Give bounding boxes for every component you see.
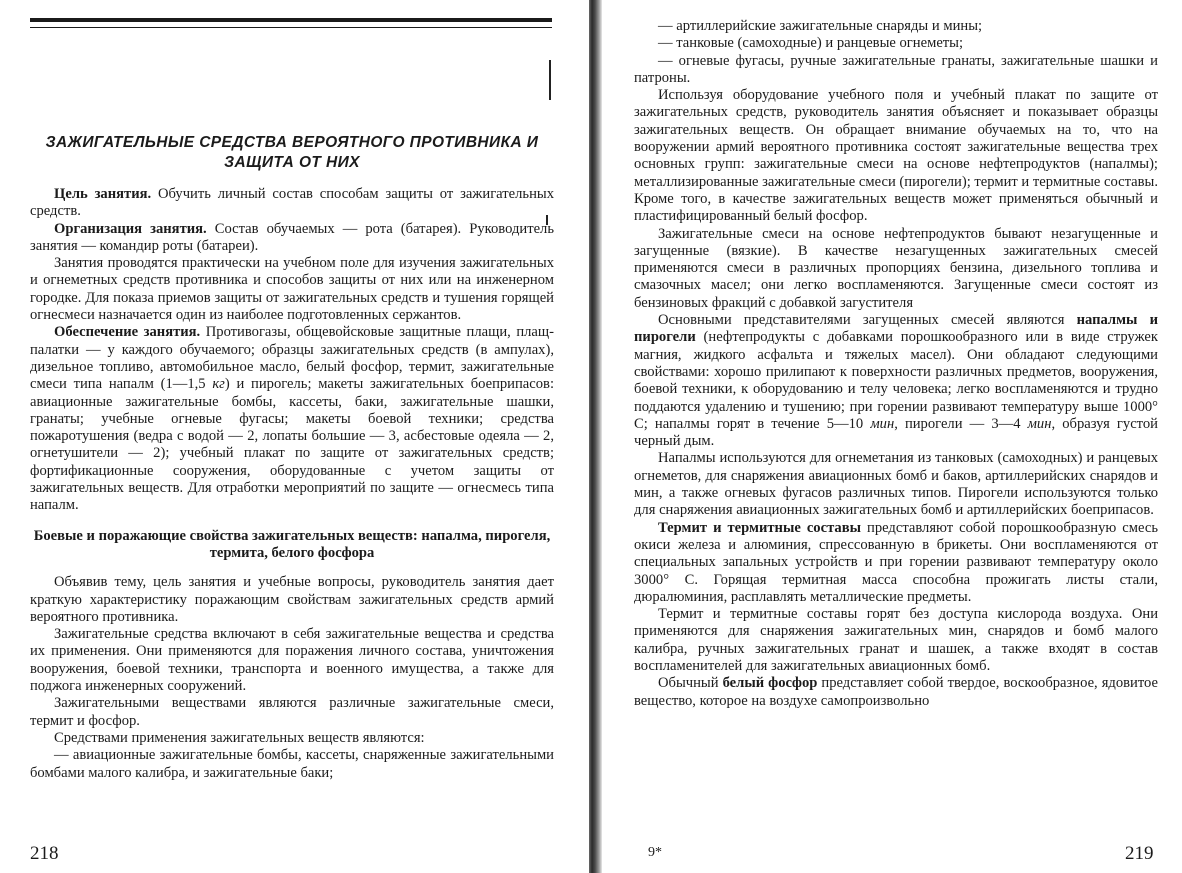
- using-paragraph: Используя оборудование учебного поля и учебный плакат по защите от зажигательных средств, руководитель занятия объясняет и показывает образцы зажигательных веществ. Он обращает внимание обучаемых на то, что на вооружении армий вероятного противника состоят зажигательные вещества трех основных групп: зажигательные смеси на основе нефтепродуктов (напалмы); металлизированные зажигательные смеси (пирогели); термит и термитные составы. Кроме того, в качестве зажигательных веществ может применяться обычный и пластифицированный белый фосфор.: [634, 87, 1158, 225]
- chapter-title: ЗАЖИГАТЕЛЬНЫЕ СРЕДСТВА ВЕРОЯТНОГО ПРОТИВНИКА И ЗАЩИТА ОТ НИХ: [45, 134, 539, 171]
- aviation-item: — авиационные зажигательные бомбы, кассеты, снаряженные зажигательными бомбами малого калибра, и зажигательные баки;: [30, 747, 554, 781]
- unit-min: мин: [1027, 415, 1052, 432]
- supply-text-continued: ) и пирогель; макеты зажигательных боеприпасов: авиационные зажигательные бомбы, кассеты, баки, зажигательные шашки, гранаты; учебные огневые фугасы; макеты боевой техники; средства пожаротушения (ведра с водой — 2, лопаты большие — 3, асбестовые одеяла — 2, огнетушители — 2); учебный плакат по защите от зажигательных средств; фортификационные сооружения, оборудованные с учетом защиты от зажигательных веществ. Для отработки мероприятий по защите — огнесмесь типа напалм.: [30, 376, 554, 514]
- napalm-text: Основными представителями загущенных смесей являются: [658, 312, 1077, 329]
- conduct-paragraph: Занятия проводятся практически на учебном поле для изучения зажигательных и огнеметных средств противника и способов защиты от них или на инженерном городке. Для показа приемов защиты от зажигательных средств и тушения горящей огнесмеси назначается один из наиболее подготовленных сержантов.: [30, 255, 554, 324]
- fougasse-item: — огневые фугасы, ручные зажигательные гранаты, зажигательные шашки и патроны.: [634, 52, 1158, 86]
- napalm-text-end: , образуя густой черный дым.: [634, 415, 1158, 450]
- thermite-bold: Термит и термитные составы: [658, 519, 862, 536]
- thermite-text: представляют собой порошкообразную смесь окиси железа и алюминия, спрессованную в брикеты. Они воспламеняются от специальных запальных устройств и при горении развивают температуру около 3000° С. Горящая термитная масса способна прожигать листы стали, дюралюминия, расплавлять металлические предметы.: [634, 519, 1158, 605]
- organization-paragraph: [30, 221, 554, 256]
- announce-paragraph: Объявив тему, цель занятия и учебные вопросы, руководитель занятия дает краткую характеристику поражающим свойствам зажигательных средств армий вероятного противника.: [30, 574, 554, 625]
- unit-min: мин: [870, 415, 895, 432]
- organization-text: Состав обучаемых — рота (батарея). Руководитель занятия — командир роты (батареи).: [30, 220, 554, 254]
- supply-paragraph: [30, 324, 554, 514]
- section-heading: Боевые и поражающие свойства зажигательных веществ: напалма, пирогеля, термита, белого фосфора: [33, 527, 551, 561]
- phosphorus-paragraph: [634, 675, 1158, 710]
- supply-label: Обеспечение занятия.: [54, 324, 201, 341]
- phosphorus-text: Обычный: [658, 675, 723, 692]
- left-page: [0, 0, 589, 873]
- include-paragraph: Зажигательные средства включают в себя зажигательные вещества и средства их применения. Они применяются для поражения личного состава, уничтожения вооружения, боевой техники, транспорта и военного имущества, а также для поджога инженерных сооружений.: [30, 626, 554, 695]
- unit-kg: кг: [212, 376, 225, 393]
- right-page: [602, 0, 1182, 873]
- organization-label: Организация занятия.: [54, 220, 207, 237]
- right-text-column: [634, 18, 1158, 710]
- substances-paragraph: Зажигательными веществами являются различные зажигательные смеси, термит и фосфор.: [30, 695, 554, 729]
- signature-mark: 9*: [648, 845, 662, 860]
- page-number-right: 219: [1125, 843, 1154, 864]
- phosphorus-text-continued: представляет собой твердое, воскообразное, ядовитое вещество, которое на воздухе самопроизвольно: [634, 675, 1158, 709]
- thermite-burn-paragraph: Термит и термитные составы горят без доступа кислорода воздуха. Они применяются для снаряжения зажигательных мин, снарядов и бомб малого калибра, ручных зажигательных гранат и шашек, а также входят в состав воспламенителей для зажигательных авиационных бомб.: [634, 606, 1158, 674]
- page-number-left: 218: [30, 843, 59, 864]
- phosphorus-bold: белый фосфор: [722, 675, 818, 692]
- left-text-column: [30, 133, 554, 782]
- napalm-use-paragraph: Напалмы используются для огнеметания из танковых (самоходных) и ранцевых огнеметов, для снаряжения авиационных бомб и баков, артиллерийских снарядов и мин, а также огневых фугасов различных типов. Пирогели используются только для снаряжения авиационных зажигательных бомб и артиллерийских боеприпасов.: [634, 450, 1158, 519]
- napalm-bold: напалмы и пирогели: [634, 312, 1158, 346]
- goal-text: Обучить личный состав способам защиты от зажигательных средств.: [30, 186, 554, 220]
- top-rule-thick: [30, 18, 552, 22]
- top-rule-thin: [30, 27, 552, 28]
- napalm-text-continued: , пирогели — 3—4: [894, 415, 1028, 432]
- artillery-item: — артиллерийские зажигательные снаряды и мины;: [658, 18, 983, 34]
- thermite-paragraph: [634, 520, 1158, 606]
- book-gutter: [589, 0, 602, 873]
- goal-label: Цель занятия.: [54, 186, 152, 202]
- margin-mark: [549, 60, 551, 100]
- tank-item: — танковые (самоходные) и ранцевые огнеметы;: [658, 35, 964, 52]
- goal-paragraph: [30, 186, 554, 221]
- napalm-properties-paragraph: [634, 312, 1158, 450]
- supply-text: Противогазы, общевойсковые защитные плащи, плащ-палатки — у каждого обучаемого; образцы зажигательных средств (в ампулах), дизельное топливо, автомобильное масло, белый фосфор, термит, зажигательные смеси типа напалм (1—1,5: [30, 324, 554, 393]
- mixtures-paragraph: Зажигательные смеси на основе нефтепродуктов бывают незагущенные и загущенные (вязкие). В качестве незагущенных зажигательных смесей применяются смеси в различных пропорциях бензина, дизельного топлива и смазочных масел; они легко воспламеняются. Загущенные смеси состоят из бензиновых фракций с добавкой загустителя: [634, 225, 1158, 311]
- means-paragraph: Средствами применения зажигательных веществ являются:: [54, 729, 425, 746]
- napalm-text-continued: (нефтепродукты с добавками порошкообразного или в виде стружек магния, жидкого асфальта и тяжелых масел). Они обладают следующими свойствами: хорошо прилипают к поверхности различных предметов, вооружения, боевой техники, к оборудованию и телу человека; легко воспламеняются и трудно поддаются удалению и тушению; при горении развивают температуру выше 1000° С; напалмы горят в течение 5—10: [634, 329, 1158, 432]
